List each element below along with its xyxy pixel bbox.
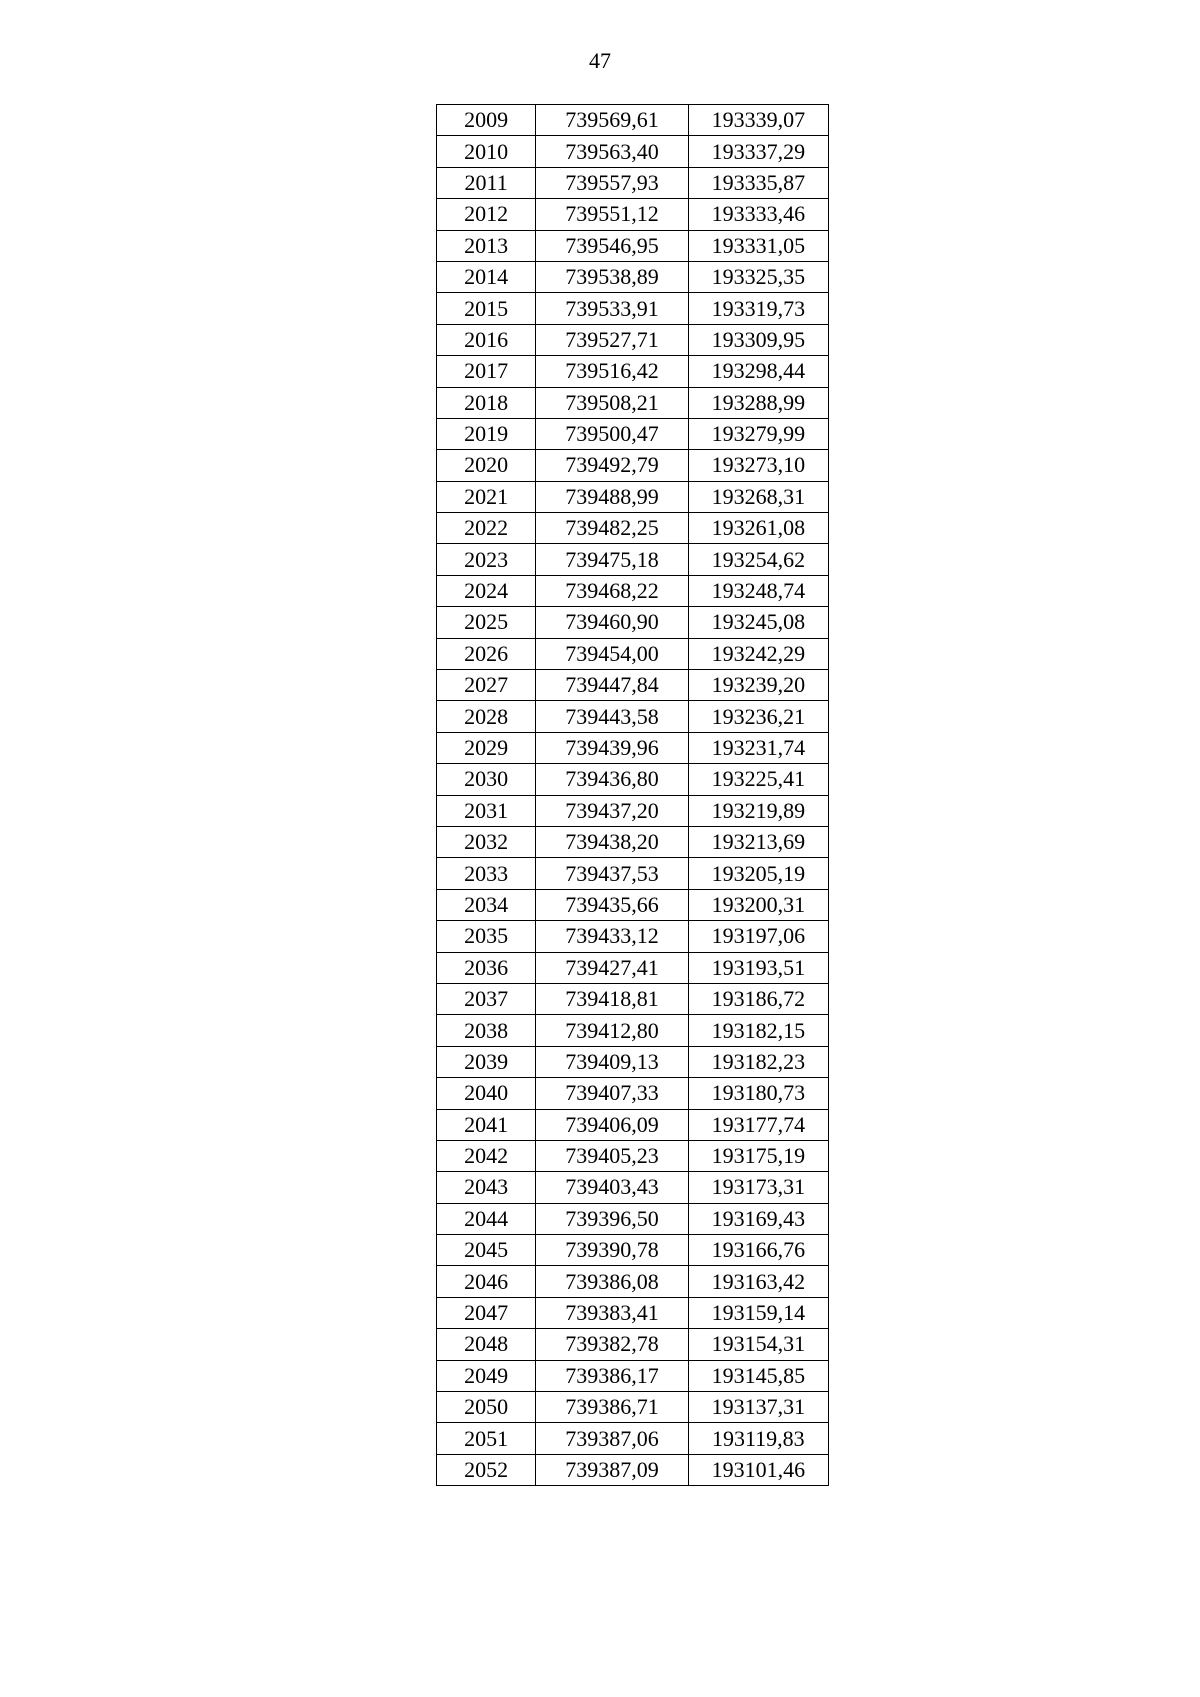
x-coordinate-cell: 739438,20 <box>536 826 688 857</box>
y-coordinate-cell: 193101,46 <box>688 1454 828 1485</box>
table-row <box>437 638 829 669</box>
coordinates-table-body <box>437 105 829 1486</box>
table-row <box>437 136 829 167</box>
point-number-cell: 2021 <box>437 481 536 512</box>
x-coordinate-cell: 739396,50 <box>536 1203 688 1234</box>
y-coordinate-cell: 193182,23 <box>688 1046 828 1077</box>
point-number-cell: 2051 <box>437 1423 536 1454</box>
y-coordinate-cell: 193193,51 <box>688 952 828 983</box>
x-coordinate-cell: 739508,21 <box>536 387 688 418</box>
table-row <box>437 764 829 795</box>
x-coordinate-cell: 739546,95 <box>536 230 688 261</box>
x-coordinate-cell: 739386,08 <box>536 1266 688 1297</box>
point-number-cell: 2016 <box>437 324 536 355</box>
table-row <box>437 983 829 1014</box>
table-row <box>437 1454 829 1485</box>
x-coordinate-cell: 739563,40 <box>536 136 688 167</box>
y-coordinate-cell: 193166,76 <box>688 1235 828 1266</box>
table-row <box>437 418 829 449</box>
y-coordinate-cell: 193200,31 <box>688 889 828 920</box>
table-row <box>437 607 829 638</box>
y-coordinate-cell: 193236,21 <box>688 701 828 732</box>
y-coordinate-cell: 193325,35 <box>688 261 828 292</box>
x-coordinate-cell: 739387,06 <box>536 1423 688 1454</box>
point-number-cell: 2049 <box>437 1360 536 1391</box>
point-number-cell: 2046 <box>437 1266 536 1297</box>
x-coordinate-cell: 739460,90 <box>536 607 688 638</box>
y-coordinate-cell: 193163,42 <box>688 1266 828 1297</box>
x-coordinate-cell: 739437,53 <box>536 858 688 889</box>
table-row <box>437 1297 829 1328</box>
x-coordinate-cell: 739468,22 <box>536 575 688 606</box>
point-number-cell: 2052 <box>437 1454 536 1485</box>
x-coordinate-cell: 739403,43 <box>536 1172 688 1203</box>
point-number-cell: 2050 <box>437 1392 536 1423</box>
table-row <box>437 105 829 136</box>
table-row <box>437 481 829 512</box>
x-coordinate-cell: 739407,33 <box>536 1078 688 1109</box>
table-row <box>437 261 829 292</box>
point-number-cell: 2025 <box>437 607 536 638</box>
point-number-cell: 2040 <box>437 1078 536 1109</box>
table-row <box>437 795 829 826</box>
table-row <box>437 575 829 606</box>
y-coordinate-cell: 193173,31 <box>688 1172 828 1203</box>
point-number-cell: 2042 <box>437 1140 536 1171</box>
table-row <box>437 450 829 481</box>
x-coordinate-cell: 739409,13 <box>536 1046 688 1077</box>
point-number-cell: 2027 <box>437 670 536 701</box>
x-coordinate-cell: 739406,09 <box>536 1109 688 1140</box>
x-coordinate-cell: 739437,20 <box>536 795 688 826</box>
x-coordinate-cell: 739439,96 <box>536 732 688 763</box>
table-row <box>437 1078 829 1109</box>
point-number-cell: 2014 <box>437 261 536 292</box>
table-row <box>437 889 829 920</box>
y-coordinate-cell: 193331,05 <box>688 230 828 261</box>
point-number-cell: 2048 <box>437 1329 536 1360</box>
y-coordinate-cell: 193145,85 <box>688 1360 828 1391</box>
x-coordinate-cell: 739405,23 <box>536 1140 688 1171</box>
y-coordinate-cell: 193268,31 <box>688 481 828 512</box>
x-coordinate-cell: 739433,12 <box>536 921 688 952</box>
table-row <box>437 167 829 198</box>
point-number-cell: 2029 <box>437 732 536 763</box>
point-number-cell: 2038 <box>437 1015 536 1046</box>
x-coordinate-cell: 739475,18 <box>536 544 688 575</box>
x-coordinate-cell: 739418,81 <box>536 983 688 1014</box>
table-row <box>437 858 829 889</box>
table-row <box>437 1360 829 1391</box>
y-coordinate-cell: 193273,10 <box>688 450 828 481</box>
point-number-cell: 2045 <box>437 1235 536 1266</box>
y-coordinate-cell: 193169,43 <box>688 1203 828 1234</box>
y-coordinate-cell: 193154,31 <box>688 1329 828 1360</box>
table-row <box>437 230 829 261</box>
table-row <box>437 293 829 324</box>
y-coordinate-cell: 193279,99 <box>688 418 828 449</box>
x-coordinate-cell: 739436,80 <box>536 764 688 795</box>
y-coordinate-cell: 193254,62 <box>688 544 828 575</box>
table-row <box>437 356 829 387</box>
table-row <box>437 1140 829 1171</box>
x-coordinate-cell: 739454,00 <box>536 638 688 669</box>
y-coordinate-cell: 193319,73 <box>688 293 828 324</box>
point-number-cell: 2034 <box>437 889 536 920</box>
y-coordinate-cell: 193197,06 <box>688 921 828 952</box>
y-coordinate-cell: 193337,29 <box>688 136 828 167</box>
y-coordinate-cell: 193159,14 <box>688 1297 828 1328</box>
y-coordinate-cell: 193182,15 <box>688 1015 828 1046</box>
y-coordinate-cell: 193333,46 <box>688 199 828 230</box>
y-coordinate-cell: 193298,44 <box>688 356 828 387</box>
x-coordinate-cell: 739482,25 <box>536 513 688 544</box>
table-row <box>437 921 829 952</box>
x-coordinate-cell: 739387,09 <box>536 1454 688 1485</box>
table-row <box>437 1329 829 1360</box>
x-coordinate-cell: 739527,71 <box>536 324 688 355</box>
table-row <box>437 544 829 575</box>
point-number-cell: 2017 <box>437 356 536 387</box>
table-row <box>437 1266 829 1297</box>
x-coordinate-cell: 739538,89 <box>536 261 688 292</box>
point-number-cell: 2039 <box>437 1046 536 1077</box>
x-coordinate-cell: 739412,80 <box>536 1015 688 1046</box>
x-coordinate-cell: 739427,41 <box>536 952 688 983</box>
y-coordinate-cell: 193248,74 <box>688 575 828 606</box>
x-coordinate-cell: 739386,17 <box>536 1360 688 1391</box>
table-row <box>437 324 829 355</box>
point-number-cell: 2035 <box>437 921 536 952</box>
x-coordinate-cell: 739443,58 <box>536 701 688 732</box>
x-coordinate-cell: 739435,66 <box>536 889 688 920</box>
point-number-cell: 2028 <box>437 701 536 732</box>
x-coordinate-cell: 739516,42 <box>536 356 688 387</box>
y-coordinate-cell: 193186,72 <box>688 983 828 1014</box>
point-number-cell: 2020 <box>437 450 536 481</box>
y-coordinate-cell: 193288,99 <box>688 387 828 418</box>
y-coordinate-cell: 193177,74 <box>688 1109 828 1140</box>
x-coordinate-cell: 739500,47 <box>536 418 688 449</box>
y-coordinate-cell: 193231,74 <box>688 732 828 763</box>
point-number-cell: 2036 <box>437 952 536 983</box>
point-number-cell: 2043 <box>437 1172 536 1203</box>
point-number-cell: 2009 <box>437 105 536 136</box>
point-number-cell: 2041 <box>437 1109 536 1140</box>
x-coordinate-cell: 739386,71 <box>536 1392 688 1423</box>
x-coordinate-cell: 739390,78 <box>536 1235 688 1266</box>
x-coordinate-cell: 739533,91 <box>536 293 688 324</box>
table-row <box>437 513 829 544</box>
y-coordinate-cell: 193261,08 <box>688 513 828 544</box>
table-row <box>437 826 829 857</box>
y-coordinate-cell: 193239,20 <box>688 670 828 701</box>
table-row <box>437 1046 829 1077</box>
y-coordinate-cell: 193335,87 <box>688 167 828 198</box>
y-coordinate-cell: 193309,95 <box>688 324 828 355</box>
table-row <box>437 199 829 230</box>
y-coordinate-cell: 193137,31 <box>688 1392 828 1423</box>
point-number-cell: 2024 <box>437 575 536 606</box>
y-coordinate-cell: 193225,41 <box>688 764 828 795</box>
x-coordinate-cell: 739447,84 <box>536 670 688 701</box>
point-number-cell: 2023 <box>437 544 536 575</box>
y-coordinate-cell: 193245,08 <box>688 607 828 638</box>
table-row <box>437 952 829 983</box>
y-coordinate-cell: 193242,29 <box>688 638 828 669</box>
point-number-cell: 2030 <box>437 764 536 795</box>
coordinates-table <box>436 104 829 1486</box>
table-row <box>437 732 829 763</box>
y-coordinate-cell: 193213,69 <box>688 826 828 857</box>
table-row <box>437 1109 829 1140</box>
table-row <box>437 1172 829 1203</box>
point-number-cell: 2022 <box>437 513 536 544</box>
table-row <box>437 1235 829 1266</box>
x-coordinate-cell: 739551,12 <box>536 199 688 230</box>
point-number-cell: 2019 <box>437 418 536 449</box>
y-coordinate-cell: 193339,07 <box>688 105 828 136</box>
table-row <box>437 1203 829 1234</box>
table-row <box>437 1423 829 1454</box>
page-number: 47 <box>589 48 611 73</box>
point-number-cell: 2018 <box>437 387 536 418</box>
point-number-cell: 2044 <box>437 1203 536 1234</box>
point-number-cell: 2031 <box>437 795 536 826</box>
point-number-cell: 2032 <box>437 826 536 857</box>
y-coordinate-cell: 193205,19 <box>688 858 828 889</box>
table-row <box>437 701 829 732</box>
point-number-cell: 2026 <box>437 638 536 669</box>
x-coordinate-cell: 739488,99 <box>536 481 688 512</box>
point-number-cell: 2013 <box>437 230 536 261</box>
table-row <box>437 1015 829 1046</box>
y-coordinate-cell: 193219,89 <box>688 795 828 826</box>
point-number-cell: 2015 <box>437 293 536 324</box>
y-coordinate-cell: 193180,73 <box>688 1078 828 1109</box>
table-row <box>437 387 829 418</box>
x-coordinate-cell: 739382,78 <box>536 1329 688 1360</box>
point-number-cell: 2047 <box>437 1297 536 1328</box>
point-number-cell: 2010 <box>437 136 536 167</box>
table-row <box>437 670 829 701</box>
x-coordinate-cell: 739383,41 <box>536 1297 688 1328</box>
y-coordinate-cell: 193175,19 <box>688 1140 828 1171</box>
x-coordinate-cell: 739569,61 <box>536 105 688 136</box>
point-number-cell: 2012 <box>437 199 536 230</box>
point-number-cell: 2011 <box>437 167 536 198</box>
x-coordinate-cell: 739492,79 <box>536 450 688 481</box>
y-coordinate-cell: 193119,83 <box>688 1423 828 1454</box>
point-number-cell: 2037 <box>437 983 536 1014</box>
point-number-cell: 2033 <box>437 858 536 889</box>
x-coordinate-cell: 739557,93 <box>536 167 688 198</box>
table-row <box>437 1392 829 1423</box>
